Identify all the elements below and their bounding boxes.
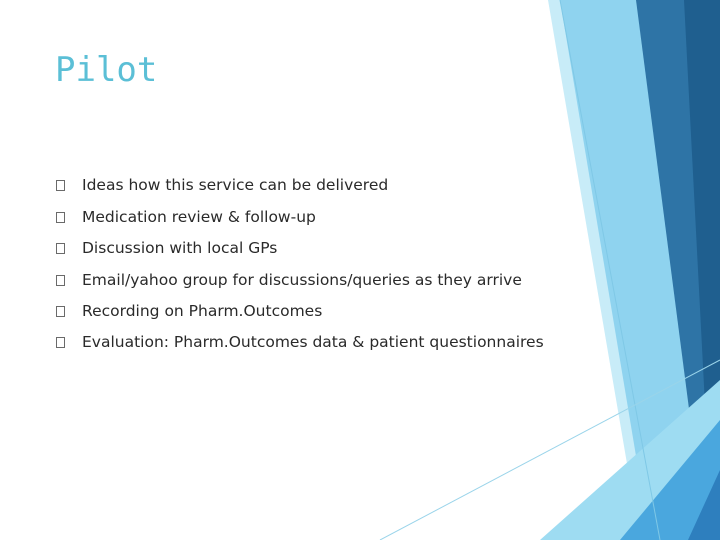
bullet-text: Ideas how this service can be delivered: [82, 176, 389, 194]
bullet-item: [55, 237, 555, 259]
checkbox-icon: [56, 212, 65, 223]
checkbox-icon: [56, 337, 65, 348]
bullet-text: Email/yahoo group for discussions/queries as they arrive: [82, 271, 522, 289]
checkbox-icon: [56, 306, 65, 317]
slide-title: Pilot: [55, 50, 158, 90]
bullet-text: Recording on Pharm.Outcomes: [82, 302, 323, 320]
bullet-item: [55, 300, 555, 322]
bullet-text: Discussion with local GPs: [82, 239, 278, 257]
checkbox-icon: [56, 180, 65, 191]
bullet-item: [55, 174, 555, 196]
bullet-list: [55, 172, 555, 353]
bullet-item: [55, 331, 555, 353]
bullet-item: [55, 206, 555, 228]
bullet-text: Evaluation: Pharm.Outcomes data & patient questionnaires: [82, 333, 544, 351]
bullet-item: [55, 269, 555, 291]
checkbox-icon: [56, 275, 65, 286]
checkbox-icon: [56, 243, 65, 254]
bullet-text: Medication review & follow-up: [82, 208, 316, 226]
